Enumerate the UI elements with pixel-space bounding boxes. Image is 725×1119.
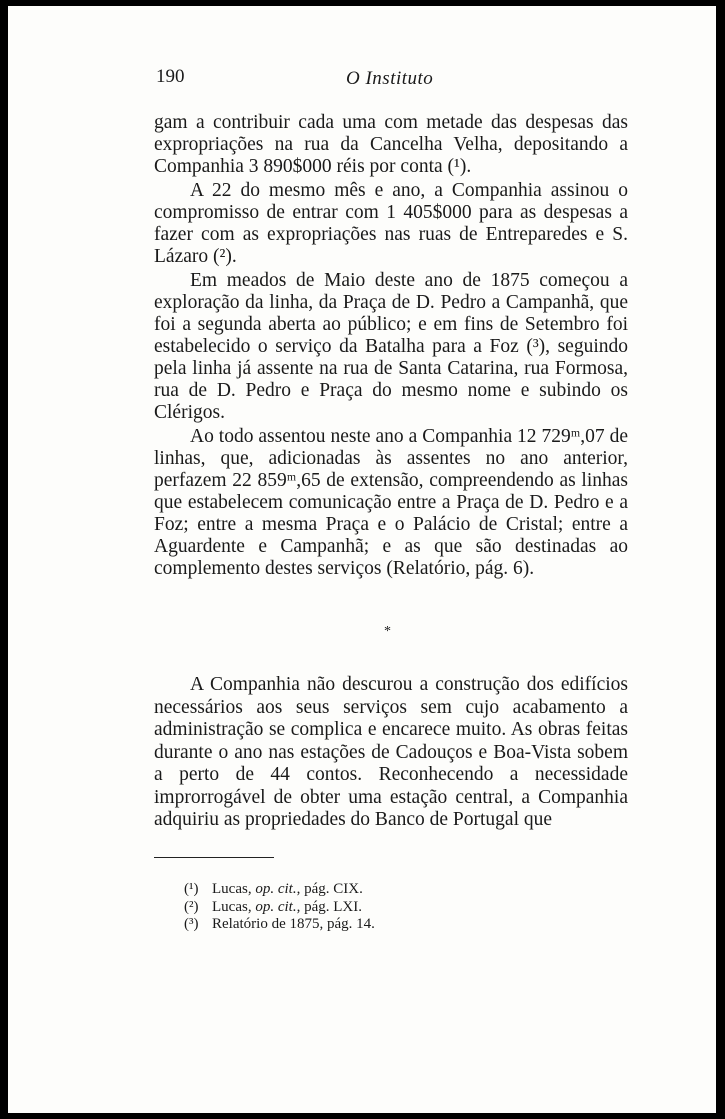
footnote-mark: (²) — [184, 898, 199, 915]
footnote-text: Lucas, — [212, 881, 256, 897]
footnote-mark: (³) — [184, 916, 199, 932]
footnote — [184, 916, 604, 934]
footnote-mark: (¹) — [184, 881, 199, 897]
footnotes — [184, 881, 604, 934]
body-text — [154, 112, 628, 582]
footnote-rule — [154, 857, 274, 858]
page-header — [156, 66, 626, 96]
paragraph: gam a contribuir cada uma com metade das despesas das expropriações na rua da Cancelha Velha, depositando a Companhia 3 890$000 réis por conta (¹). — [154, 112, 628, 177]
paragraph: Ao todo assentou neste ano a Companhia 12 729ᵐ,07 de linhas, que, adicionadas às assentes no ano anterior, perfazem 22 859ᵐ,65 de extensão, compreendendo as linhas que estabelecem comunicação entre a Praça de D. Pedro e a Foz; entre a mesma Praça e o Palácio de Cristal; entre a Aguardente e Campanhã; e as que são destinadas ao complemento destes serviços (Relatório, pág. 6). — [154, 426, 628, 579]
footnote-text: Lucas, — [212, 898, 256, 915]
page-number: 190 — [156, 66, 185, 87]
paragraph: Em meados de Maio deste ano de 1875 começou a exploração da linha, da Praça de D. Pedro a Campanhã, que foi a segunda aberta ao público; e em fins de Setembro foi estabelecido o serviço da Batalha para a Foz (³), seguindo pela linha já assente na rua de Santa Catarina, rua Formosa, rua de D. Pedro e Praça do mesmo nome e subindo os Clérigos. — [154, 270, 628, 423]
footnote — [184, 899, 604, 917]
paragraph: A 22 do mesmo mês e ano, a Companhia assinou o compromisso de entrar com 1 405$000 para as despesas a fazer com as expropriações nas ruas de Entreparedes e S. Lázaro (²). — [154, 180, 628, 267]
section-body — [154, 674, 628, 832]
footnote-rest: , pág. CIX. — [296, 881, 363, 897]
footnote-text: Relatório de 1875, pág. 14. — [212, 916, 375, 932]
footnote-rest: , pág. LXI. — [296, 898, 362, 915]
running-title: O Instituto — [346, 68, 434, 89]
section-separator: * — [384, 624, 391, 639]
paragraph: A Companhia não descurou a construção dos edifícios necessários aos seus serviços sem cujo acabamento a administração se complica e encarece muito. As obras feitas durante o ano nas estações de Cadouços e Boa-Vista sobem a perto de 44 contos. Reconhecendo a necessidade improrrogável de obter uma estação central, a Companhia adquiriu as propriedades do Banco de Portugal que — [154, 674, 628, 830]
footnote — [184, 881, 604, 899]
footnote-italic: op. cit. — [255, 881, 297, 897]
footnote-italic: op. cit. — [255, 898, 297, 915]
page — [8, 6, 716, 1113]
